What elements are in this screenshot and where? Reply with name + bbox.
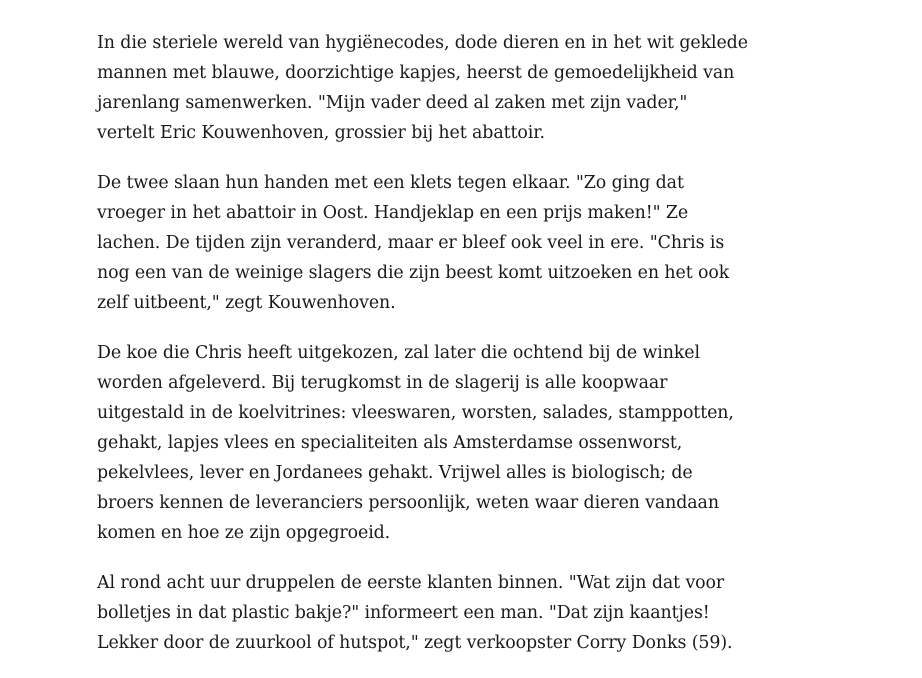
text-line: worden afgeleverd. Bij terugkomst in de slagerij is alle koopwaar: [97, 373, 668, 393]
paragraph-1: [97, 28, 787, 148]
text-line: uitgestald in de koelvitrines: vleeswaren, worsten, salades, stamppotten,: [97, 403, 734, 423]
text-line: Lekker door de zuurkool of hutspot," zegt verkoopster Corry Donks (59).: [97, 633, 733, 653]
paragraph-3: [97, 338, 787, 548]
text-line: pekelvlees, lever en Jordanees gehakt. Vrijwel alles is biologisch; de: [97, 463, 693, 483]
text-line: komen en hoe ze zijn opgegroeid.: [97, 523, 391, 543]
text-line: bolletjes in dat plastic bakje?" informeert een man. "Dat zijn kaantjes!: [97, 603, 710, 623]
text-line: Al rond acht uur druppelen de eerste klanten binnen. "Wat zijn dat voor: [97, 573, 725, 593]
article-body: [97, 28, 787, 678]
text-line: nog een van de weinige slagers die zijn beest komt uitzoeken en het ook: [97, 263, 730, 283]
text-line: gehakt, lapjes vlees en specialiteiten als Amsterdamse ossenworst,: [97, 433, 683, 453]
text-line: De twee slaan hun handen met een klets tegen elkaar. "Zo ging dat: [97, 173, 684, 193]
text-line: vroeger in het abattoir in Oost. Handjeklap en een prijs maken!" Ze: [97, 203, 689, 223]
paragraph-4: [97, 568, 787, 658]
text-line: In die steriele wereld van hygiënecodes, dode dieren en in het wit geklede: [97, 33, 748, 53]
text-line: lachen. De tijden zijn veranderd, maar er bleef ook veel in ere. "Chris is: [97, 233, 725, 253]
text-line: jarenlang samenwerken. "Mijn vader deed al zaken met zijn vader,": [97, 93, 688, 113]
text-line: zelf uitbeent," zegt Kouwenhoven.: [97, 293, 396, 313]
text-line: vertelt Eric Kouwenhoven, grossier bij het abattoir.: [97, 123, 545, 143]
text-line: mannen met blauwe, doorzichtige kapjes, heerst de gemoedelijkheid van: [97, 63, 735, 83]
paragraph-2: [97, 168, 787, 318]
text-line: De koe die Chris heeft uitgekozen, zal later die ochtend bij de winkel: [97, 343, 700, 363]
text-line: broers kennen de leveranciers persoonlijk, weten waar dieren vandaan: [97, 493, 719, 513]
